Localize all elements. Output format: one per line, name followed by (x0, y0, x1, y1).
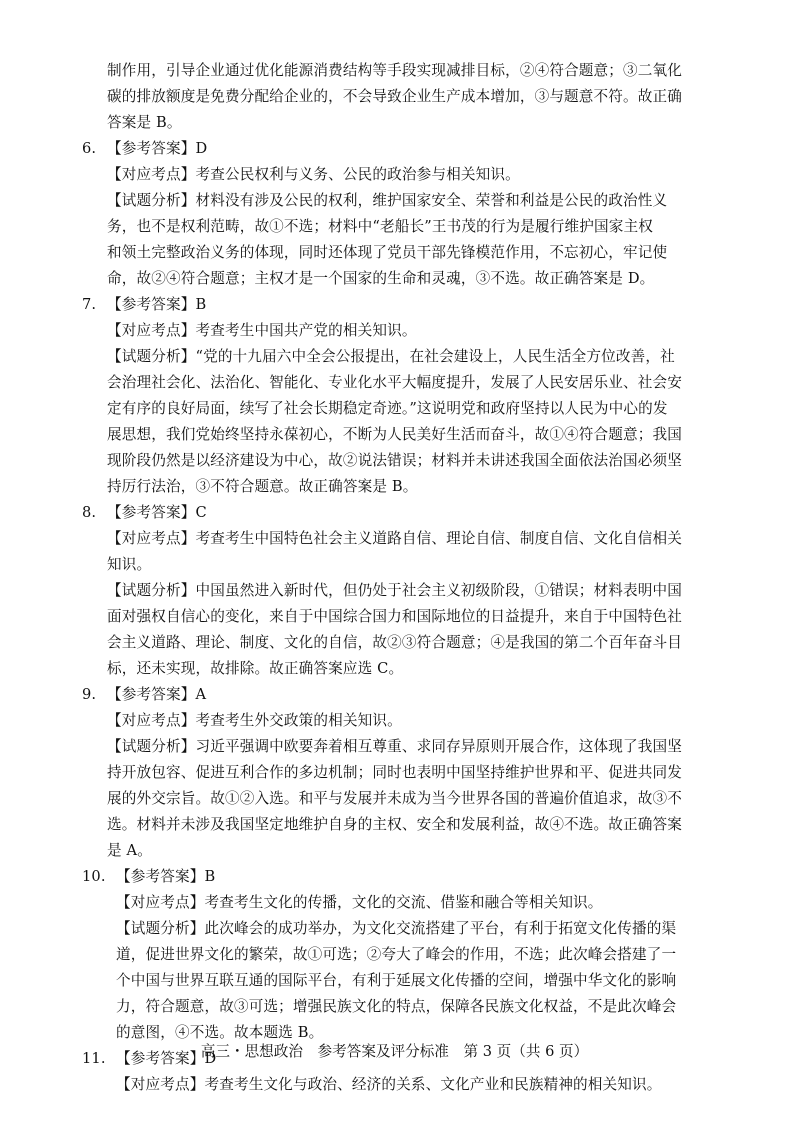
question-8 (82, 500, 722, 682)
analysis-line: 【试题分析】“党的十九届六中全会公报提出，在社会建设上，人民生活全方位改善，社 (107, 348, 675, 365)
analysis-line: 会主义道路、理论、制度、文化的自信，故②③符合题意；④是我国的第二个百年奋斗目 (107, 634, 683, 651)
analysis-line: 【试题分析】中国虽然进入新时代，但仍处于社会主义初级阶段，①错误；材料表明中国 (107, 582, 683, 599)
question-number: 10. (82, 868, 106, 885)
analysis-line: 面对强权自信心的变化，来自于中国综合国力和国际地位的日益提升，来自于中国特色社 (107, 608, 683, 625)
analysis-line: 现阶段仍然是以经济建设为中心，故②说法错误；材料并未讲述我国全面依法治国必须坚 (107, 452, 683, 469)
question-number: 7. (82, 296, 97, 313)
analysis-line: 持厉行法治，③不符合题意。故正确答案是 B。 (107, 478, 418, 495)
reference-answer: 【参考答案】C (107, 504, 207, 521)
question-number: 11. (82, 1050, 106, 1067)
analysis-line: 展的外交宗旨。故①②入选。和平与发展并未成为当今世界各国的普遍价值追求，故③不 (107, 790, 683, 807)
analysis-line: 是 A。 (107, 842, 152, 859)
analysis-line: 会治理社会化、法治化、智能化、专业化水平大幅度提升，发展了人民安居乐业、社会安 (107, 374, 683, 391)
analysis-line: 的意图，④不选。故本题选 B。 (116, 1024, 324, 1041)
question-number: 9. (82, 686, 97, 703)
page-footer: 高三・思想政治 参考答案及评分标准 第 3 页（共 6 页） (200, 1043, 589, 1060)
knowledge-point: 【对应考点】考查考生中国共产党的相关知识。 (107, 322, 417, 339)
question-10 (82, 864, 722, 1046)
text-line: 制作用，引导企业通过优化能源消费结构等手段实现减排目标，②④符合题意；③二氧化 (107, 62, 683, 79)
analysis-line: 展思想，我们党始终坚持永葆初心，不断为人民美好生活而奋斗，故①④符合题意；我国 (107, 426, 683, 443)
knowledge-point: 【对应考点】考查考生外交政策的相关知识。 (107, 712, 402, 729)
analysis-line: 命，故②④符合题意；主权才是一个国家的生命和灵魂，③不选。故正确答案是 D。 (107, 270, 655, 287)
knowledge-point: 【对应考点】考查公民权利与义务、公民的政治参与相关知识。 (107, 166, 520, 183)
analysis-line: 持开放包容、促进互利合作的多边机制；同时也表明中国坚持维护世界和平、促进共同发 (107, 764, 683, 781)
reference-answer: 【参考答案】B (107, 296, 207, 313)
analysis-line: 【试题分析】此次峰会的成功举办，为文化交流搭建了平台，有利于拓宽文化传播的渠 (116, 920, 677, 937)
analysis-line: 力，符合题意，故③可选；增强民族文化的特点，保障各民族文化权益，不是此次峰会 (116, 998, 677, 1015)
text-line: 答案是 B。 (107, 114, 182, 131)
reference-answer: 【参考答案】D (107, 140, 208, 157)
question-7 (82, 292, 722, 500)
knowledge-point: 【对应考点】考查考生文化与政治、经济的关系、文化产业和民族精神的相关知识。 (116, 1076, 662, 1093)
reference-answer: 【参考答案】D (116, 1050, 217, 1067)
reference-answer: 【参考答案】B (116, 868, 216, 885)
text-line: 碳的排放额度是免费分配给企业的，不会导致企业生产成本增加，③与题意不符。故正确 (107, 88, 683, 105)
knowledge-point: 【对应考点】考查考生中国特色社会主义道路自信、理论自信、制度自信、文化自信相关 (107, 530, 683, 547)
analysis-line: 【试题分析】习近平强调中欧要奔着相互尊重、求同存异原则开展合作，这体现了我国坚 (107, 738, 683, 755)
answer-content (82, 58, 722, 1098)
analysis-line: 选。材料并未涉及我国坚定地维护自身的主权、安全和发展利益，故④不选。故正确答案 (107, 816, 683, 833)
knowledge-point: 【对应考点】考查考生文化的传播，文化的交流、借鉴和融合等相关知识。 (116, 894, 603, 911)
question-9 (82, 682, 722, 864)
analysis-line: 和领土完整政治义务的体现，同时还体现了党员干部先锋模范作用，不忘初心，牢记使 (107, 244, 668, 261)
analysis-line: 定有序的良好局面，续写了社会长期稳定奇迹。”这说明党和政府坚持以人民为中心的发 (107, 400, 668, 417)
q5-continuation (82, 58, 722, 136)
analysis-line: 标，还未实现，故排除。故正确答案应选 C。 (107, 660, 404, 677)
question-number: 8. (82, 504, 97, 521)
question-6 (82, 136, 722, 292)
knowledge-point: 知识。 (107, 556, 152, 573)
analysis-line: 道，促进世界文化的繁荣，故①可选；②夸大了峰会的作用，不选；此次峰会搭建了一 (116, 946, 677, 963)
analysis-line: 个中国与世界互联互通的国际平台，有利于延展文化传播的空间，增强中华文化的影响 (116, 972, 677, 989)
analysis-line: 务，也不是权利范畴，故①不选；材料中“老船长”王书茂的行为是履行维护国家主权 (107, 218, 653, 235)
analysis-line: 【试题分析】材料没有涉及公民的权利，维护国家安全、荣誉和利益是公民的政治性义 (107, 192, 668, 209)
question-number: 6. (82, 140, 97, 157)
reference-answer: 【参考答案】A (107, 686, 207, 703)
